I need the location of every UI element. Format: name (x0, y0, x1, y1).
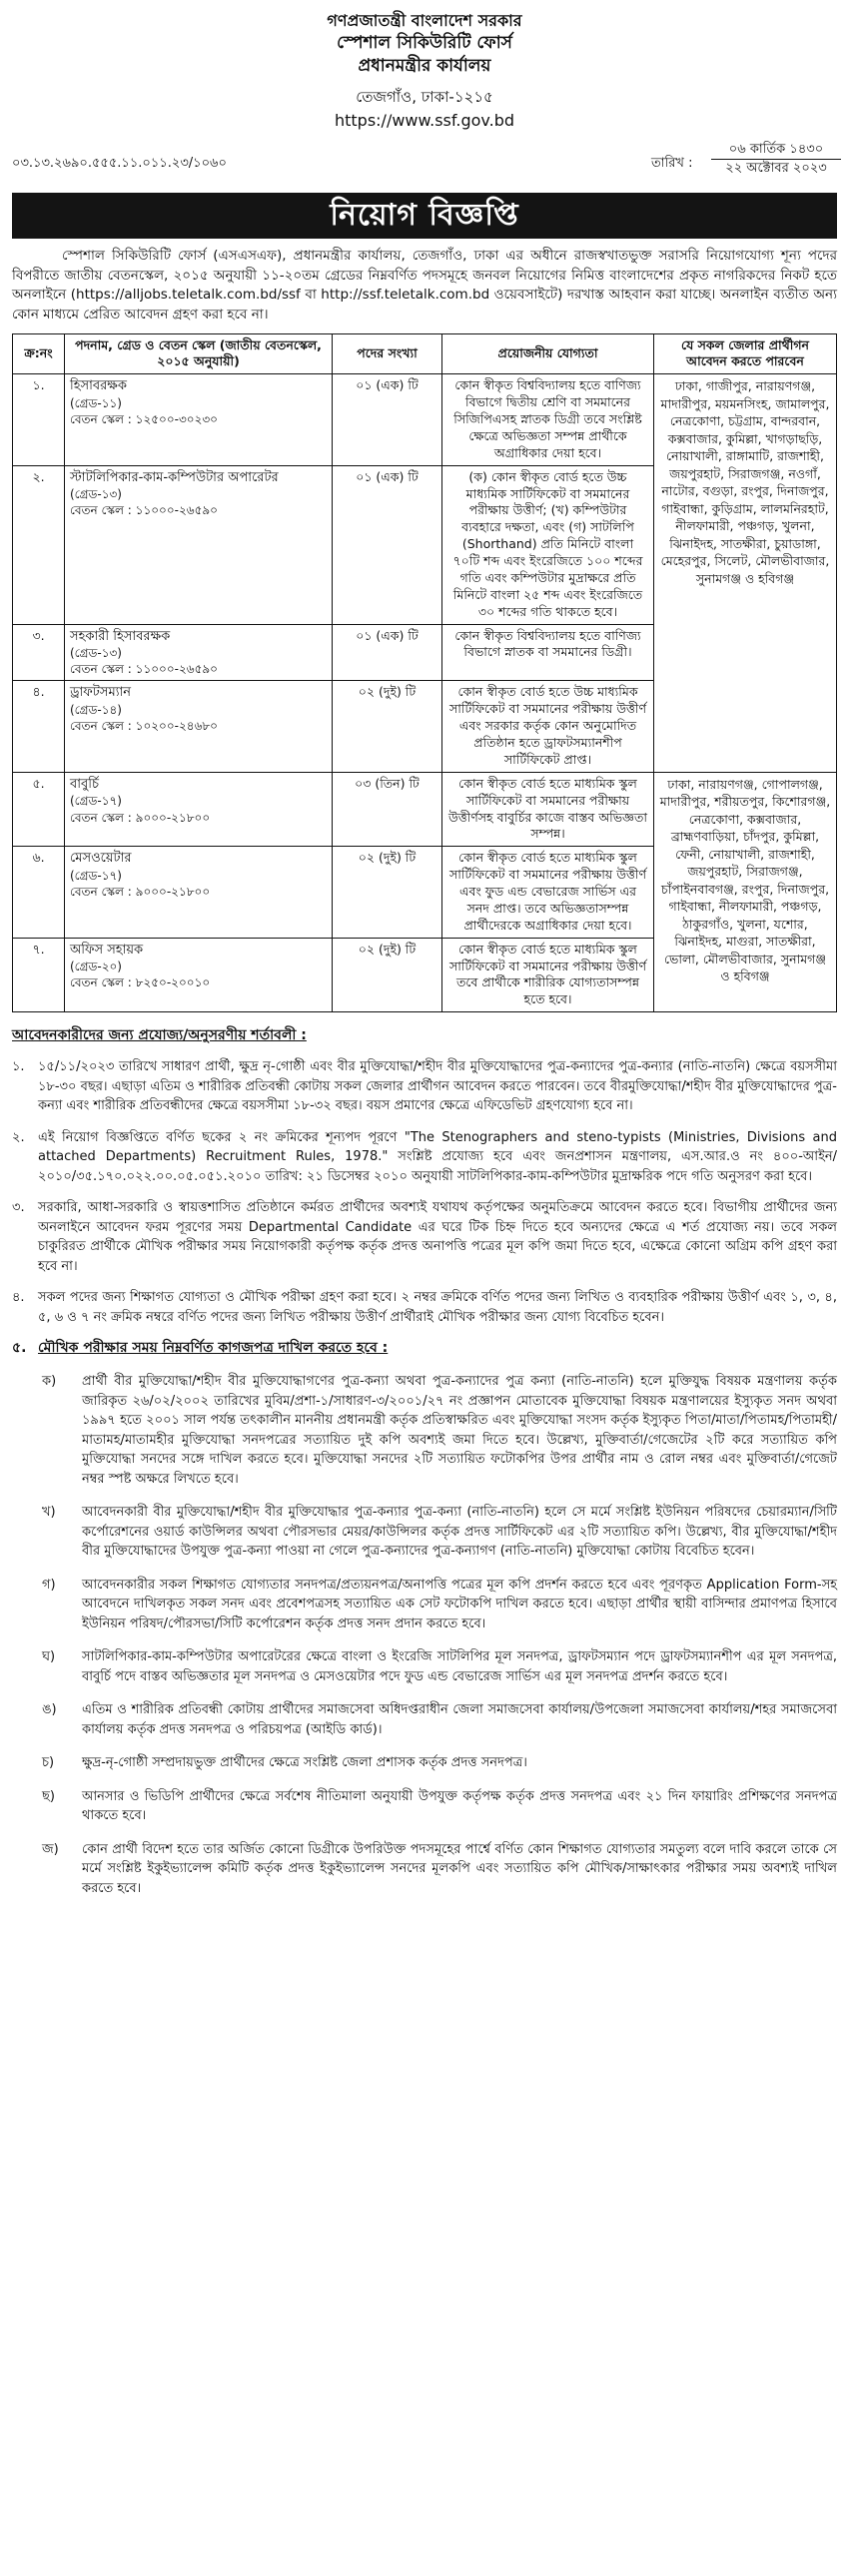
post-pay-scale: বেতন স্কেল : ১২৫০০-৩০২৩০ (70, 412, 218, 427)
table-row (13, 772, 837, 847)
row-count: ০১ (এক) টি (333, 624, 442, 681)
date-bangla: ০৬ কার্তিক ১৪৩০ (711, 141, 841, 160)
row-post (65, 624, 333, 681)
date-label: তারিখ : (651, 156, 693, 172)
row-serial: ৪. (13, 681, 65, 772)
col-post: পদনাম, গ্রেড ও বেতন স্কেল (জাতীয় বেতনস্কেল, ২০১৫ অনুযায়ী) (65, 333, 333, 374)
row-qualification: কোন স্বীকৃত বোর্ড হতে উচ্চ মাধ্যমিক সার্টিফিকেট বা সমমানের পরীক্ষায় উত্তীর্ণ এবং সরকার কর্তৃক কোন অনুমোদিত প্রতিষ্ঠান হতে ড্রাফটসম্যানশীপ সার্টিফিকেট প্রাপ্ত। (442, 681, 654, 772)
row-post (65, 465, 333, 624)
memo-reference-number: ০৩.১৩.২৬৯০.৫৫৫.১১.০১১.২৩/১০৬০ (12, 156, 227, 172)
row-post (65, 772, 333, 847)
condition-number: ৩. (12, 1200, 25, 1216)
condition-text: সরকারি, আধা-সরকারি ও স্বায়ত্তশাসিত প্রতিষ্ঠানে কর্মরত প্রার্থীদের অবশ্যই যথাযথ কর্তৃপক্ষের অনুমতিক্রমে আবেদন করতে হবে। বিভাগীয় প্রার্থীদের জন্য অনলাইনে আবেদন ফরম পূরণের সময় Departmental Candidate এর ঘরে টিক চিহ্ন দিতে হবে অন্যদের ক্ষেত্রে এ শর্ত প্রযোজ্য নয়। তবে সকল চাকুরিরত প্রার্থীকে মৌখিক পরীক্ষার সময় নিয়োগকারী কর্তৃপক্ষ কর্তৃক প্রদত্ত অনাপত্তি পত্রের মূল কপি জমা দিতে হবে, এক্ষেত্রে কোনো অগ্রিম কপি গ্রহণ করা হবে না। (38, 1200, 837, 1274)
post-grade: (গ্রেড-১৩) (70, 646, 122, 661)
document-item-text: আবেদনকারী বীর মুক্তিযোদ্ধা/শহীদ বীর মুক্তিযোদ্ধার পুত্র-কন্যার পুত্র-কন্যা (নাতি-নাতনি) হলে সে মর্মে সংশ্লিষ্ট ইউনিয়ন পরিষদের চেয়ারম্যান/সিটি কর্পোরেশনের ওয়ার্ড কাউন্সিলর অথবা পৌরসভার মেয়র/কাউন্সিলর কর্তৃক প্রদত্ত সার্টিফিকেট এর ২টি সত্যায়িত কপি। উল্লেখ্য, বীর মুক্তিযোদ্ধা/শহীদ বীর মুক্তিযোদ্ধাদের উপযুক্ত পুত্র-কন্যা পাওয়া না গেলে পুত্র-কন্যাদের পুত্র-কন্যাগণ (নাতি-নাতনি) মুক্তিযোদ্ধা কোটায় বিবেচিত হবেন। (82, 1505, 837, 1560)
post-grade: (গ্রেড-১৭) (70, 794, 122, 809)
document-item-text: প্রার্থী বীর মুক্তিযোদ্ধা/শহীদ বীর মুক্তিযোদ্ধাগণের পুত্র-কন্যা অথবা পুত্র-কন্যাদের পুত্র কন্যা (নাতি-নাতনি) হলে মুক্তিযুদ্ধ বিষয়ক মন্ত্রণালয় কর্তৃক জারিকৃত ২৬/০২/২০০২ তারিখের মুবিম/প্রশা-১/সাধারণ-৩/২০০১/২৭ নং প্রজ্ঞাপন মোতাবেক মুক্তিযোদ্ধা বিষয়ক মন্ত্রণালয়ের ইস্যুকৃত সনদ অথবা ১৯৯৭ হতে ২০০১ সাল পর্যন্ত তৎকালীন মাননীয় প্রধানমন্ত্রী কর্তৃক প্রতিস্বাক্ষরিত এবং মুক্তিযোদ্ধা সংসদ কর্তৃক ইস্যুকৃত পিতা/মাতা/পিতামহ/পিতামহী/মাতামহ/মাতামহীর মুক্তিযোদ্ধা সনদপত্রের সত্যায়িত দুই কপি অবশ্যই জমা দিতে হবে। উল্লেখ্য, মুক্তিবার্তা/গেজেটের ২টি করে সত্যায়িত কপি মুক্তিযোদ্ধা সনদের সঙ্গে দাখিল করতে হবে। মুক্তিযোদ্ধা সনদের ২টি সত্যায়িত ফটোকপির উপর প্রার্থীর নাম ও রোল নম্বর এবং মুক্তিবার্তা/গেজেট নম্বর স্পষ্ট অক্ষরে লিখতে হবে। (82, 1374, 837, 1487)
col-serial: ক্র:নং (13, 333, 65, 374)
row-serial: ৭. (13, 938, 65, 1012)
table-row (13, 374, 837, 465)
post-pay-scale: বেতন স্কেল : ৮২৫০-২০০১০ (70, 975, 211, 990)
condition-text: সকল পদের জন্য শিক্ষাগত যোগ্যতা ও মৌখিক পরীক্ষা গ্রহণ করা হবে। ২ নম্বর ক্রমিকে বর্ণিত পদের জন্য লিখিত ও ব্যবহারিক পরীক্ষায় উত্তীর্ণ এবং ১, ৩, ৪, ৫, ৬ ও ৭ নং ক্রমিক নম্বরে বর্ণিত পদের জন্য লিখিত পরীক্ষায় উত্তীর্ণ প্রার্থীরাই মৌখিক পরীক্ষার জন্য যোগ্য বিবেচিত হবেন। (38, 1290, 837, 1325)
post-grade: (গ্রেড-১৭) (70, 868, 122, 883)
document-item-text: আবেদনকারীর সকল শিক্ষাগত যোগ্যতার সনদপত্র/প্রত্যয়নপত্র/অনাপত্তি পত্রের মূল কপি প্রদর্শন করতে হবে এবং পূরণকৃত Application Form-সহ আবেদনে দাখিলকৃত সকল সনদ এবং প্রবেশপত্রসহ সত্যায়িত এক সেট ফটোকপি দাখিল করতে হবে। এছাড়া প্রার্থীর স্থায়ী বাসিন্দার প্রমাণপত্র হিসাবে ইউনিয়ন পরিষদ/পৌরসভা/সিটি কর্পোরেশন কর্তৃক প্রদত্ত সনদ প্রদান করতে হবে। (82, 1577, 837, 1631)
row-qualification: (ক) কোন স্বীকৃত বোর্ড হতে উচ্চ মাধ্যমিক সার্টিফিকেট বা সমমানের পরীক্ষায় উত্তীর্ণ; (খ) কম্পিউটার ব্যবহারে দক্ষতা, এবং (গ) সাটলিপি (Shorthand) প্রতি মিনিটে বাংলা ৭০টি শব্দ এবং ইংরেজিতে ১০০ শব্দের গতি এবং কম্পিউটার মুদ্রাক্ষরে প্রতি মিনিটে বাংলা ২৫ শব্দ এবং ইংরেজিতে ৩০ শব্দের গতি থাকতে হবে। (442, 465, 654, 624)
row-serial: ১. (13, 374, 65, 465)
document-item-text: ক্ষুদ্র-নৃ-গোষ্ঠী সম্প্রদায়ভুক্ত প্রার্থীদের ক্ষেত্রে সংশ্লিষ্ট জেলা প্রশাসক কর্তৃক প্রদত্ত সনদপত্র। (82, 1755, 527, 1771)
document-item (12, 1647, 837, 1686)
row-count: ০৩ (তিন) টি (333, 772, 442, 847)
post-name: হিসাবরক্ষক (70, 378, 127, 394)
row-count: ০২ (দুই) টি (333, 938, 442, 1012)
post-name: সহকারী হিসাবরক্ষক (70, 628, 171, 644)
condition-text: ১৫/১১/২০২৩ তারিখে সাধারণ প্রার্থী, ক্ষুদ্র নৃ-গোষ্ঠী এবং বীর মুক্তিযোদ্ধা/শহীদ বীর মুক্তিযোদ্ধাদের পুত্র-কন্যাদের পুত্র-কন্যার (নাতি-নাতনি) ক্ষেত্রে বয়সসীমা ১৮-৩০ বছর। এছাড়া এতিম ও শারীরিক প্রতিবন্ধী কোটায় সকল জেলার প্রার্থীগন আবেদন করতে পারবেন। তবে বীরমুক্তিযোদ্ধা/শহীদ বীর মুক্তিযোদ্ধাদের পুত্র-কন্যা এবং শারীরিক প্রতিবন্ধীদের ক্ষেত্রে বয়সসীমা ১৮-৩২ বছর। বয়স প্রমাণের ক্ষেত্রে এফিডেভিট গ্রহণযোগ্য হবে না। (38, 1059, 837, 1114)
row-post (65, 847, 333, 938)
post-pay-scale: বেতন স্কেল : ১০২০০-২৪৬৮০ (70, 719, 218, 734)
post-pay-scale: বেতন স্কেল : ৯০০০-২১৮০০ (70, 810, 211, 825)
condition-item (12, 1198, 837, 1276)
row-districts-group1: ঢাকা, গাজীপুর, নারায়ণগঞ্জ, মাদারীপুর, ময়মনসিংহ, জামালপুর, নেত্রকোণা, চট্টগ্রাম, বান্দরবান, কক্সবাজার, কুমিল্লা, খাগড়াছড়ি, নোয়াখালী, রাঙ্গামাটি, রাজশাহী, জয়পুরহাট, সিরাজগঞ্জ, নওগাঁ, নাটোর, বগুড়া, রংপুর, দিনাজপুর, গাইবান্ধা, কুড়িগ্রাম, লালমনিরহাট, নীলফামারী, পঞ্চগড়, খুলনা, ঝিনাইদহ, সাতক্ষীরা, চুয়াডাঙ্গা, মেহেরপুর, সিলেট, মৌলভীবাজার, সুনামগঞ্জ ও হবিগঞ্জ (654, 374, 837, 773)
document-item-number: গ) (42, 1577, 56, 1593)
conditions-heading: আবেদনকারীদের জন্য প্রযোজ্য/অনুসরণীয় শর্তাবলী : (12, 1027, 307, 1044)
document-item-number: চ) (42, 1755, 55, 1771)
office-address: তেজগাঁও, ঢাকা-১২১৫ (356, 88, 493, 107)
row-post (65, 938, 333, 1012)
document-item-number: ক) (42, 1374, 57, 1390)
condition-number: ৪. (12, 1290, 25, 1306)
row-count: ০২ (দুই) টি (333, 681, 442, 772)
row-post (65, 681, 333, 772)
document-item (12, 1576, 837, 1634)
posts-table (12, 333, 837, 1013)
row-count: ০১ (এক) টি (333, 465, 442, 624)
document-item (12, 1503, 837, 1562)
office-name: প্রধানমন্ত্রীর কার্যালয় (358, 55, 491, 76)
documents-section-heading (12, 1339, 837, 1358)
date-english: ২২ অক্টোবর ২০২৩ (725, 160, 827, 176)
document-item (12, 1372, 837, 1489)
document-item (12, 1700, 837, 1739)
section-title: মৌখিক পরীক্ষার সময় নিম্নবর্ণিত কাগজপত্র দাখিল করতে হবে : (38, 1340, 389, 1357)
condition-text: এই নিয়োগ বিজ্ঞপ্তিতে বর্ণিত ছকের ২ নং ক্রমিকের শূন্যপদ পূরণে "The Stenographers and steno-typists (Ministries, Divisions and attached Departments) Recruitment Rules, 1978." সংশ্লিষ্ট প্রযোজ্য হবে এবং জনপ্রশাসন মন্ত্রণালয়, এস.আর.ও নং ৪০০-আইন/২০১০/৩৫.১৭০.০২২.০০.০৫.০৫১.২০১০ তারিখ: ২১ ডিসেম্বর ২০১০ অনুযায়ী সাটলিপিকার-কাম-কম্পিউটার মুদ্রাক্ষরিক পদে গতি অনুসরণ করা হবে। (38, 1129, 837, 1184)
row-count: ০২ (দুই) টি (333, 847, 442, 938)
document-item-text: এতিম ও শারীরিক প্রতিবন্ধী কোটায় প্রার্থীদের সমাজসেবা অধিদপ্তরাধীন জেলা সমাজসেবা কার্যালয়/উপজেলা সমাজসেবা কার্যালয়/শহর সমাজসেবা কার্যালয় কর্তৃক প্রদত্ত সনদপত্র ও পরিচয়পত্র (আইডি কার্ড)। (82, 1702, 837, 1737)
row-serial: ৩. (13, 624, 65, 681)
document-item-text: সাটলিপিকার-কাম-কম্পিউটার অপারেটরের ক্ষেত্রে বাংলা ও ইংরেজি সাটলিপির মূল সনদপত্র, ড্রাফটসম্যান পদে ড্রাফটসম্যানশীপ এর মূল সনদপত্র, বাবুর্চি পদে বাস্তব অভিজ্ঞতার মূল সনদপত্র ও মেসওয়েটার পদে ফুড এন্ড বেভারেজ সার্ভিস এর মূল সনদপত্র প্রদর্শন করতে হবে। (82, 1649, 837, 1684)
document-item (12, 1840, 837, 1899)
document-item-number: খ) (42, 1505, 56, 1521)
document-item (12, 1753, 837, 1773)
condition-item (12, 1128, 837, 1187)
col-count: পদের সংখ্যা (333, 333, 442, 374)
post-pay-scale: বেতন স্কেল : ১১০০০-২৬৫৯০ (70, 503, 218, 518)
post-name: স্টাটলিপিকার-কাম-কম্পিউটার অপারেটর (70, 469, 279, 485)
document-item-number: ছ) (42, 1788, 55, 1804)
row-serial: ২. (13, 465, 65, 624)
row-count: ০১ (এক) টি (333, 374, 442, 465)
post-grade: (গ্রেড-১৩) (70, 487, 122, 502)
organization-name: স্পেশাল সিকিউরিটি ফোর্স (337, 32, 512, 53)
post-name: মেসওয়েটার (70, 851, 132, 867)
row-post (65, 374, 333, 465)
condition-number: ২. (12, 1129, 25, 1145)
row-qualification: কোন স্বীকৃত বোর্ড হতে মাধ্যমিক স্কুল সার্টিফিকেট বা সমমানের পরীক্ষায় উত্তীর্ণ তবে প্রার্থীকে শারীরিক যোগ্যতাসম্পন্ন হতে হবে। (442, 938, 654, 1012)
notice-title: নিয়োগ বিজ্ঞপ্তি (12, 193, 837, 239)
document-item-number: ঙ) (42, 1702, 57, 1718)
row-qualification: কোন স্বীকৃত বিশ্ববিদ্যালয় হতে বাণিজ্য বিভাগে স্নাতক বা সমমানের ডিগ্রী। (442, 624, 654, 681)
row-districts-group2: ঢাকা, নারায়ণগঞ্জ, গোপালগঞ্জ, মাদারীপুর, শরীয়তপুর, কিশোরগঞ্জ, নেত্রকোণা, কক্সবাজার, ব্রাহ্মণবাড়িয়া, চাঁদপুর, কুমিল্লা, ফেনী, নোয়াখালী, রাজশাহী, জয়পুরহাট, সিরাজগঞ্জ, চাঁপাইনবাবগঞ্জ, রংপুর, দিনাজপুর, গাইবান্ধা, নীলফামারী, পঞ্চগড়, ঠাকুরগাঁও, খুলনা, যশোর, ঝিনাইদহ, মাগুরা, সাতক্ষীরা, ভোলা, মৌলভীবাজার, সুনামগঞ্জ ও হবিগঞ্জ (654, 772, 837, 1011)
row-serial: ৬. (13, 847, 65, 938)
row-qualification: কোন স্বীকৃত বোর্ড হতে মাধ্যমিক স্কুল সার্টিফিকেট বা সমমানের পরীক্ষায় উত্তীর্ণ এবং ফুড এন্ড বেভারেজ সার্ভিস এর সনদ প্রাপ্ত। তবে অভিজ্ঞতাসম্পন্ন প্রার্থীদেরকে অগ্রাধিকার দেয়া হবে। (442, 847, 654, 938)
intro-paragraph: স্পেশাল সিকিউরিটি ফোর্স (এসএসএফ), প্রধানমন্ত্রীর কার্যালয়, তেজগাঁও, ঢাকা এর অধীনে রাজস্বখাতভুক্ত সরাসরি নিয়োগযোগ্য শূন্য পদের বিপরীতে জাতীয় বেতনস্কেল, ২০১৫ অনুযায়ী ১১-২০তম গ্রেডের নিম্নবর্ণিত পদসমূহে জনবল নিয়োগের নিমিত্ত বাংলাদেশের প্রকৃত নাগরিকদের নিকট হতে অনলাইনে (https://alljobs.teletalk.com.bd/ssf বা http://ssf.teletalk.com.bd ওয়েবসাইটে) দরখাস্ত আহবান করা যাচ্ছে। অনলাইন ব্যতীত অন্য কোন মাধ্যমে প্রেরিত আবেদন গ্রহণ করা হবে না। (12, 248, 837, 322)
row-qualification: কোন স্বীকৃত বিশ্ববিদ্যালয় হতে বাণিজ্য বিভাগে দ্বিতীয় শ্রেণি বা সমমানের সিজিপিএসহ স্নাতক ডিগ্রী তবে সংশ্লিষ্ট ক্ষেত্রে অভিজ্ঞতা সম্পন্ন প্রার্থীকে অগ্রাধিকার দেয়া হবে। (442, 374, 654, 465)
document-item-text: কোন প্রার্থী বিদেশ হতে তার অর্জিত কোনো ডিগ্রীকে উপরিউক্ত পদসমূহের পার্শ্বে বর্ণিত কোন শিক্ষাগত যোগ্যতার সমতুল্য বলে দাবি করলে তাকে সে মর্মে সংশ্লিষ্ট ইকুইভ্যালেন্স কমিটি কর্তৃক প্রদত্ত ইকুইভ্যালেন্স সনদের মূলকপি এবং সত্যায়িত কপি মৌখিক/সাক্ষাৎকার পরীক্ষার সময় অবশ্যই দাখিল করতে হবে। (82, 1841, 837, 1896)
table-header-row (13, 333, 837, 374)
post-grade: (গ্রেড-১১) (70, 395, 122, 410)
document-item-text: আনসার ও ভিডিপি প্রার্থীদের ক্ষেত্রে সর্বশেষ নীতিমালা অনুযায়ী উপযুক্ত কর্তৃপক্ষ কর্তৃক প্রদত্ত সনদপত্র এবং ২১ দিন ফায়ারিং প্রশিক্ষণের সনদপত্র থাকতে হবে। (82, 1788, 837, 1824)
post-name: বাবুর্চি (70, 776, 99, 792)
row-qualification: কোন স্বীকৃত বোর্ড হতে মাধ্যমিক স্কুল সার্টিফিকেট বা সমমানের পরীক্ষায় উত্তীর্ণসহ বাবুর্চির কাজে বাস্তব অভিজ্ঞতা সম্পন্ন। (442, 772, 654, 847)
post-grade: (গ্রেড-১৪) (70, 703, 122, 718)
condition-number: ১. (12, 1059, 25, 1075)
memo-dates (711, 141, 841, 177)
post-name: অফিস সহায়ক (70, 942, 144, 958)
post-pay-scale: বেতন স্কেল : ১১০০০-২৬৫৯০ (70, 662, 218, 677)
condition-item (12, 1057, 837, 1116)
post-grade: (গ্রেড-২০) (70, 960, 122, 974)
post-pay-scale: বেতন স্কেল : ৯০০০-২১৮০০ (70, 885, 211, 900)
post-name: ড্রাফটসম্যান (70, 685, 131, 701)
condition-item (12, 1288, 837, 1327)
website-url: https://www.ssf.gov.bd (334, 110, 515, 130)
letterhead (12, 10, 837, 131)
document-item (12, 1787, 837, 1826)
row-serial: ৫. (13, 772, 65, 847)
col-districts: যে সকল জেলার প্রার্থীগন আবেদন করতে পারবেন (654, 333, 837, 374)
document-item-number: জ) (42, 1841, 59, 1857)
memo-row (12, 141, 837, 185)
col-qualification: প্রয়োজনীয় যোগ্যতা (442, 333, 654, 374)
section-number: ৫. (12, 1340, 27, 1357)
document-item-number: ঘ) (42, 1649, 56, 1665)
government-title: গণপ্রজাতন্ত্রী বাংলাদেশ সরকার (327, 11, 522, 30)
